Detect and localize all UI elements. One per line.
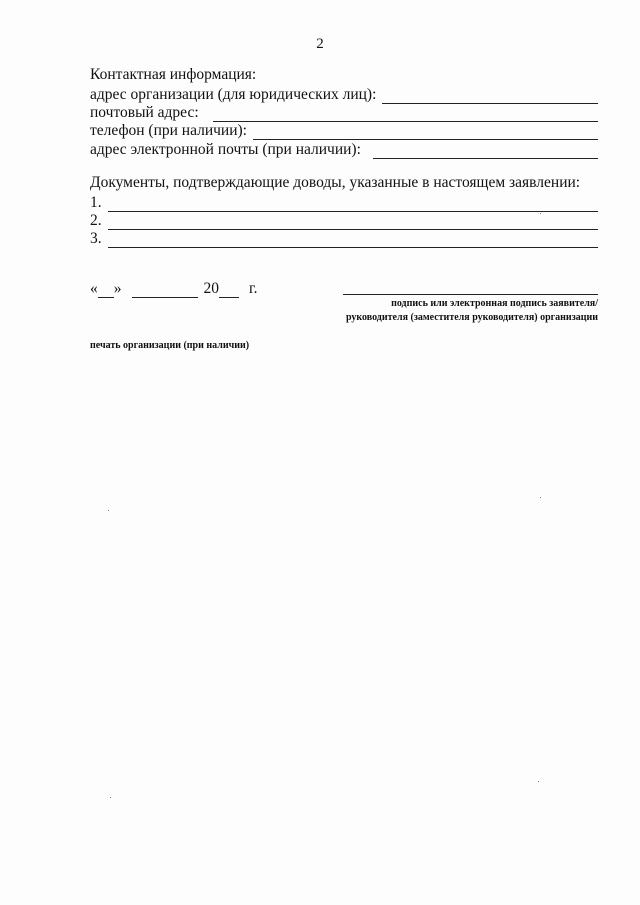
document-field-3[interactable] (108, 233, 598, 248)
email-row (90, 139, 598, 159)
scan-speck (540, 213, 541, 214)
date-year-field[interactable] (219, 283, 239, 298)
phone-label: телефон (при наличии): (90, 122, 247, 139)
documents-heading: Документы, подтверждающие доводы, указанные в настоящем заявлении: (90, 174, 581, 191)
document-row-3 (90, 228, 598, 248)
date-row (90, 280, 257, 298)
page-number: 2 (316, 36, 324, 52)
date-year-prefix: 20 (203, 280, 219, 297)
document-number-2: 2. (90, 212, 102, 229)
signature-caption-line2: руководителя (заместителя руководителя) организации (345, 312, 598, 323)
phone-field[interactable] (253, 125, 598, 140)
contact-heading: Контактная информация: (90, 66, 257, 83)
scan-speck (540, 497, 541, 498)
email-label: адрес электронной почты (при наличии): (90, 141, 361, 158)
document-number-1: 1. (90, 194, 102, 211)
stamp-caption: печать организации (при наличии) (90, 340, 250, 351)
date-year-suffix: г. (249, 280, 258, 297)
postal-address-label: почтовый адрес: (90, 104, 199, 121)
document-number-3: 3. (90, 230, 102, 247)
signature-line[interactable] (343, 294, 598, 295)
phone-row (90, 120, 598, 140)
document-row-1 (90, 192, 598, 212)
scan-speck (538, 781, 539, 782)
date-month-field[interactable] (132, 283, 198, 298)
scan-speck (110, 797, 111, 798)
org-address-row (90, 84, 598, 104)
date-close-quote: » (113, 280, 122, 297)
date-open-quote: « (90, 280, 98, 297)
org-address-label: адрес организации (для юридических лиц): (90, 86, 377, 103)
email-field[interactable] (373, 144, 598, 159)
date-day-field[interactable] (98, 283, 114, 298)
document-row-2 (90, 210, 598, 230)
scan-speck (108, 510, 109, 511)
signature-caption-line1: подпись или электронная подпись заявителя/ (391, 298, 598, 309)
postal-address-row (90, 102, 598, 122)
